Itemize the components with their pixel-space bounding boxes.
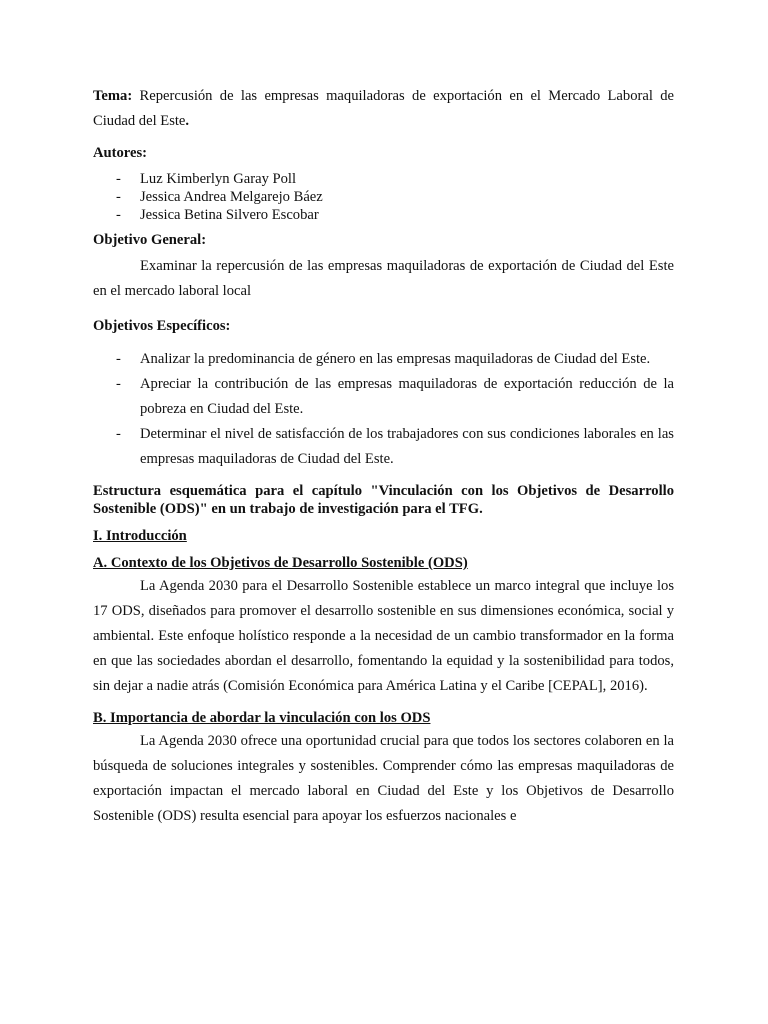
section-a-text: La Agenda 2030 para el Desarrollo Sostenible establece un marco integral que incluye los 17 ODS, diseñados para promover el desarrollo sostenible en sus dimensiones económica, social y ambiental. Este enfoque holístico responde a la necesidad de un cambio transformador en la forma en que las sociedades abordan el desarrollo, fomentando la equidad y la sostenibilidad para todos, sin dejar a nadie atrás (Comisión Económica para América Latina y el Caribe [CEPAL], 2016). xyxy=(93,578,674,694)
objetivos-especificos-label xyxy=(93,314,674,339)
objetivo-especifico-item: - Apreciar la contribución de las empresas maquiladoras de exportación reducción de la pobreza en Ciudad del Este. xyxy=(93,372,674,422)
objetivo-general-text: Examinar la repercusión de las empresas maquiladoras de exportación de Ciudad del Este en el mercado laboral local xyxy=(93,258,674,299)
autores-label xyxy=(93,141,674,166)
objetivo-especifico-item: - Analizar la predominancia de género en las empresas maquiladoras de Ciudad del Este. xyxy=(93,347,674,372)
autor-item: - Luz Kimberlyn Garay Poll xyxy=(93,170,674,188)
autor-item: - Jessica Andrea Melgarejo Báez xyxy=(93,188,674,206)
section-b-text: La Agenda 2030 ofrece una oportunidad crucial para que todos los sectores colaboren en la búsqueda de soluciones integrales y sostenibles. Comprender cómo las empresas maquiladoras de exportación impactan el mercado laboral en Ciudad del Este y los Objetivos de Desarrollo Sostenible (ODS) resulta esencial para apoyar los esfuerzos nacionales e xyxy=(93,733,674,824)
objetivo-general-label xyxy=(93,228,674,253)
section-a-heading: A. Contexto de los Objetivos de Desarrollo Sostenible (ODS) xyxy=(93,555,468,571)
objetivo-especifico-item: - Determinar el nivel de satisfacción de los trabajadores con sus condiciones laborales en las empresas maquiladoras de Ciudad del Este. xyxy=(93,422,674,472)
tema-label: Tema: xyxy=(93,88,133,104)
tema-end: . xyxy=(185,113,190,129)
document-page xyxy=(93,84,674,829)
section-i-heading: I. Introducción xyxy=(93,528,187,544)
autor-item: - Jessica Betina Silvero Escobar xyxy=(93,206,674,224)
tema-text: Repercusión de las empresas maquiladoras de exportación en el Mercado Laboral de Ciudad del Este xyxy=(93,88,674,129)
autores-label-text: Autores: xyxy=(93,145,148,161)
objetivos-especificos-label-text: Objetivos Específicos: xyxy=(93,318,231,334)
tema-paragraph xyxy=(93,84,674,134)
objetivos-especificos-list xyxy=(93,347,674,472)
autores-list xyxy=(93,170,674,224)
section-b-heading: B. Importancia de abordar la vinculación con los ODS xyxy=(93,710,431,726)
estructura-title: Estructura esquemática para el capítulo "Vinculación con los Objetivos de Desarrollo Sostenible (ODS)" en un trabajo de investigación para el TFG. xyxy=(93,483,674,517)
objetivo-general-label-text: Objetivo General: xyxy=(93,232,207,248)
